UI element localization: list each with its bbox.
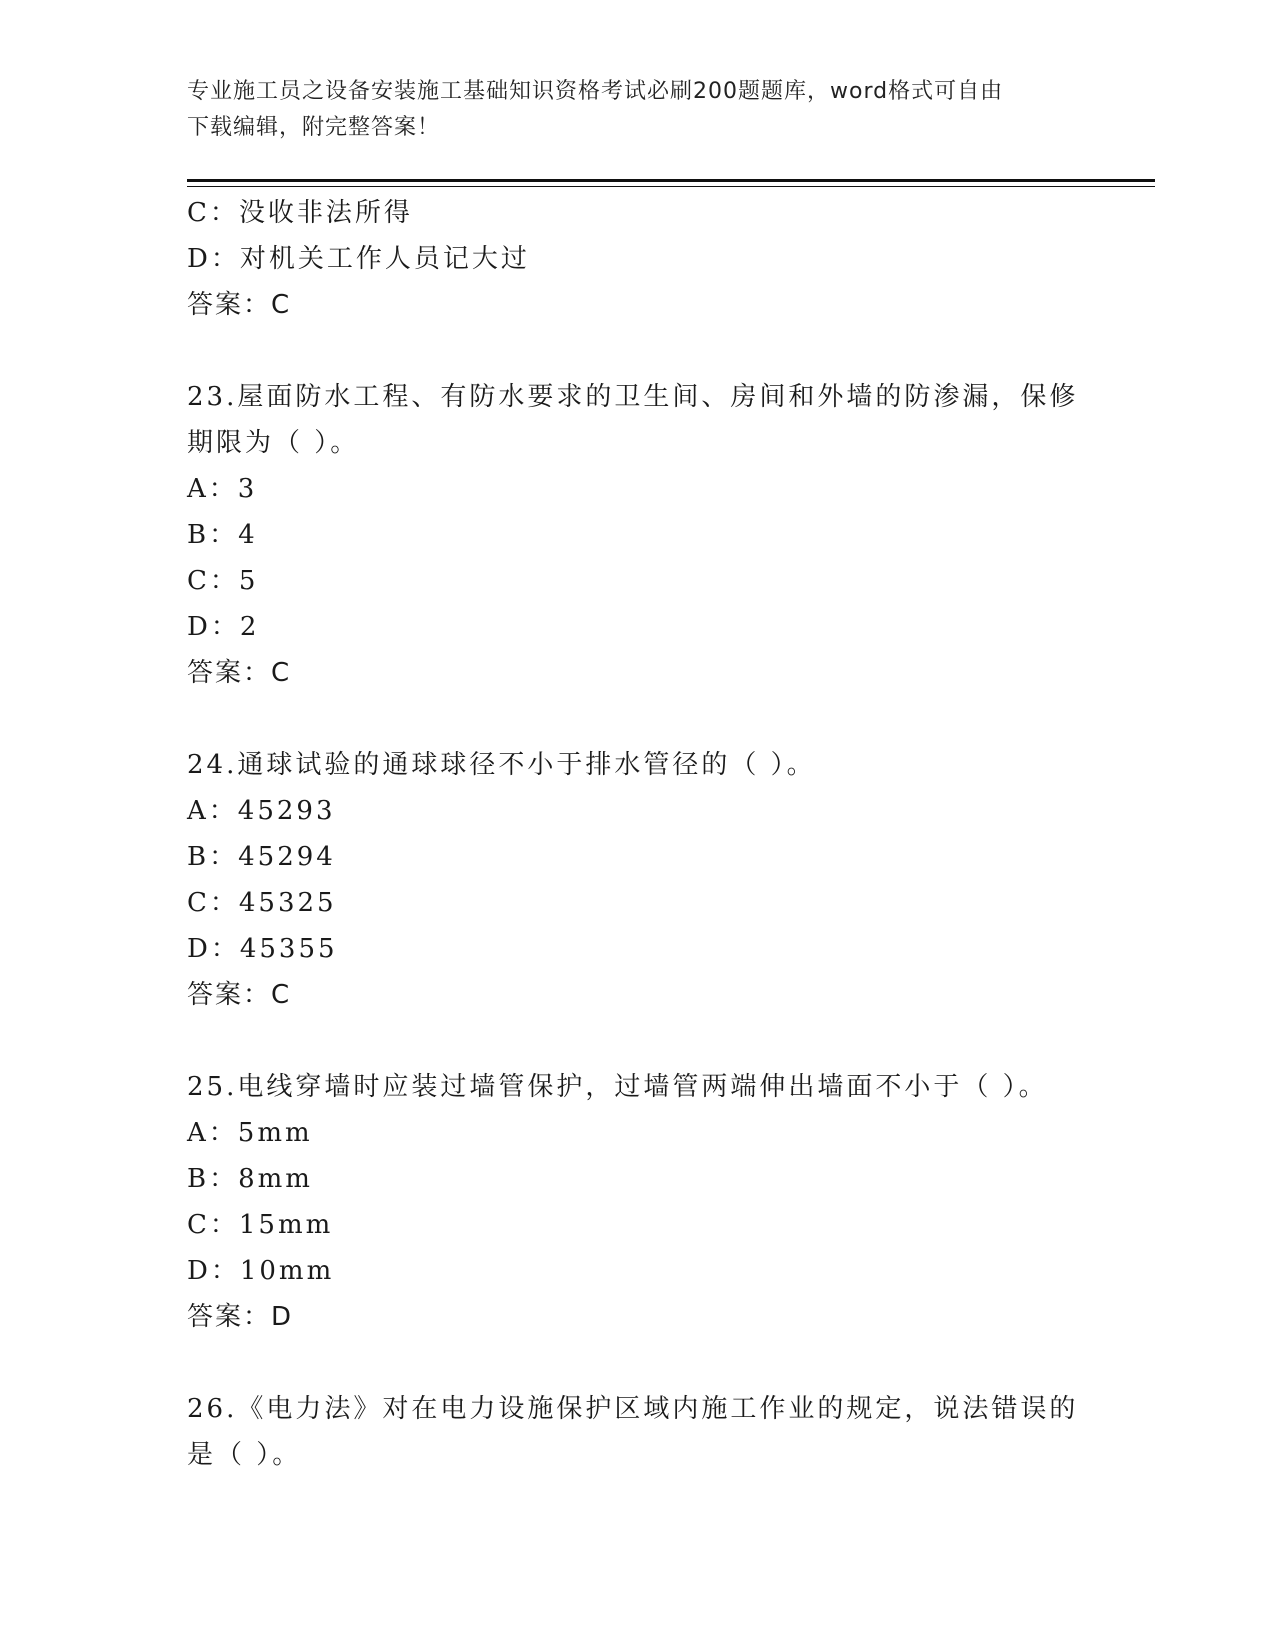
answer-line: 答案：C: [187, 658, 292, 688]
answer-line: 答案：D: [187, 1302, 294, 1332]
spacer: [187, 696, 1087, 742]
header-rule-thin: [187, 186, 1155, 187]
option-c: C：没收非法所得: [187, 198, 413, 228]
option-b: B：8mm: [187, 1164, 313, 1194]
option-c: C：5: [187, 566, 259, 596]
question-stem-line-1: 23.屋面防水工程、有防水要求的卫生间、房间和外墙的防渗漏，保修: [187, 382, 1079, 412]
header-line-1: 专业施工员之设备安装施工基础知识资格考试必刷200题题库，word格式可自由: [187, 79, 1004, 104]
question-stem-line-1: 26.《电力法》对在电力设施保护区域内施工作业的规定，说法错误的: [187, 1394, 1079, 1424]
option-c: C：15mm: [187, 1210, 334, 1240]
answer-line: 答案：C: [187, 290, 292, 320]
question-23: [187, 374, 1087, 696]
spacer: [187, 328, 1087, 374]
question-26: [187, 1386, 1087, 1478]
question-continuation: [187, 190, 1087, 328]
question-stem-line-1: 25.电线穿墙时应装过墙管保护，过墙管两端伸出墙面不小于（ ）。: [187, 1072, 1048, 1102]
option-d: D：2: [187, 612, 260, 642]
document-header: [187, 74, 1067, 146]
option-b: B：45294: [187, 842, 336, 872]
option-d: D：45355: [187, 934, 338, 964]
header-line-2: 下载编辑，附完整答案！: [187, 115, 441, 140]
spacer: [187, 1340, 1087, 1386]
question-25: [187, 1064, 1087, 1340]
question-stem-line-2: 是（ ）。: [187, 1440, 302, 1470]
question-24: [187, 742, 1087, 1018]
option-d: D：10mm: [187, 1256, 335, 1286]
answer-line: 答案：C: [187, 980, 292, 1010]
option-a: A：45293: [187, 796, 336, 826]
option-c: C：45325: [187, 888, 337, 918]
question-stem-line-2: 期限为（ ）。: [187, 428, 360, 458]
option-b: B：4: [187, 520, 258, 550]
option-a: A：3: [187, 474, 258, 504]
document-body: [187, 190, 1087, 1478]
header-rule-thick: [187, 179, 1155, 182]
option-d: D：对机关工作人员记大过: [187, 244, 530, 274]
option-a: A：5mm: [187, 1118, 313, 1148]
question-stem-line-1: 24.通球试验的通球球径不小于排水管径的（ ）。: [187, 750, 816, 780]
spacer: [187, 1018, 1087, 1064]
